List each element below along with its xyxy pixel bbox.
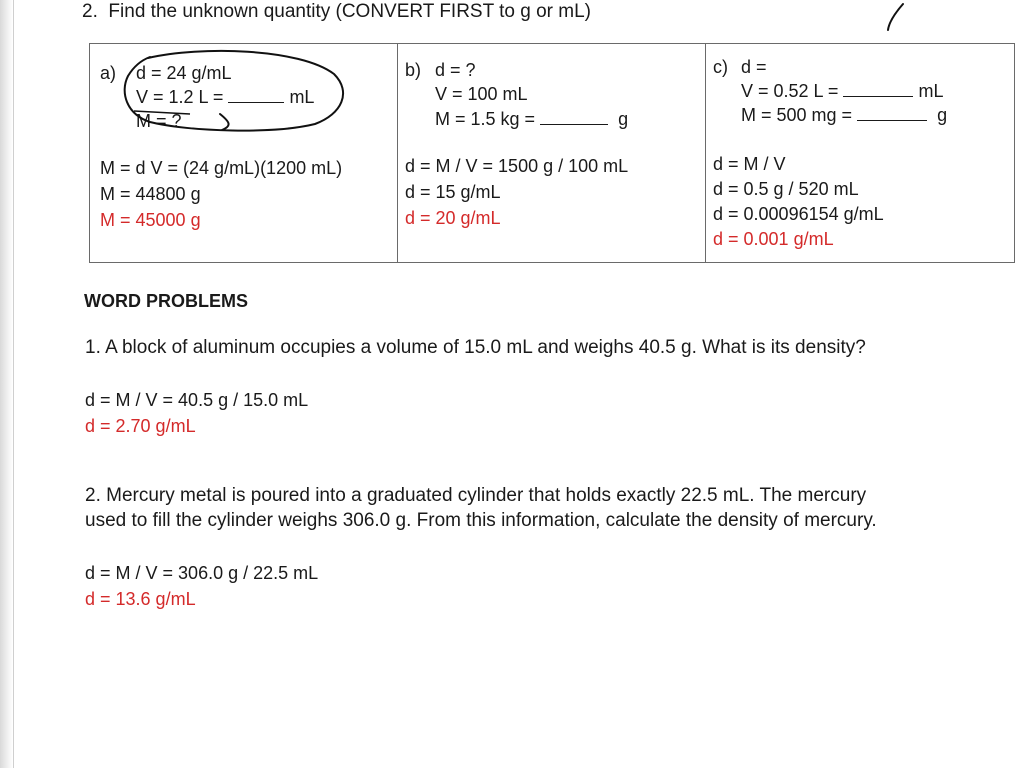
- cell-a-volume-blank[interactable]: [228, 88, 284, 103]
- cell-a-mass: M = ?: [136, 111, 182, 131]
- cell-b-mass: M = 1.5 kg = g: [435, 109, 629, 129]
- problem-2-answer: d = 13.6 g/mL: [85, 589, 196, 609]
- cell-c: [706, 44, 1015, 263]
- problem-1-work: d = M / V = 40.5 g / 15.0 mL: [85, 390, 309, 410]
- problem-2-question-line-2: used to fill the cylinder weighs 306.0 g. From this information, calculate the density of mercury.: [85, 510, 877, 531]
- section-heading: [82, 1, 591, 23]
- cell-b-answer: d = 20 g/mL: [405, 208, 501, 228]
- cell-a-work-1: M = d V = (24 g/mL)(1200 mL): [100, 158, 343, 178]
- section-number: 2.: [82, 1, 98, 22]
- cell-c-volume-blank[interactable]: [843, 82, 913, 97]
- section-title: Find the unknown quantity (CONVERT FIRST to g or mL): [108, 1, 592, 22]
- cell-a-answer: M = 45000 g: [100, 210, 201, 230]
- cell-b-mass-blank[interactable]: [540, 110, 608, 125]
- cell-b-density: d = ?: [435, 60, 476, 80]
- cell-b-work-1: d = M / V = 1500 g / 100 mL: [405, 156, 629, 176]
- word-problems-heading: WORD PROBLEMS: [84, 291, 248, 311]
- cell-a-work-2: M = 44800 g: [100, 184, 201, 204]
- problem-2-work: d = M / V = 306.0 g / 22.5 mL: [85, 563, 319, 583]
- problem-1-question: 1. A block of aluminum occupies a volume of 15.0 mL and weighs 40.5 g. What is its density?: [85, 337, 866, 358]
- cell-c-work-3: d = 0.00096154 g/mL: [713, 204, 884, 224]
- cell-c-label: c): [713, 57, 728, 77]
- cell-c-mass-blank[interactable]: [857, 106, 927, 121]
- cell-c-answer: d = 0.001 g/mL: [713, 229, 834, 249]
- cell-b: [398, 44, 706, 263]
- cell-b-work-2: d = 15 g/mL: [405, 182, 501, 202]
- cell-b-volume: V = 100 mL: [435, 84, 528, 104]
- problem-1-answer: d = 2.70 g/mL: [85, 416, 196, 436]
- cell-c-work-2: d = 0.5 g / 520 mL: [713, 179, 859, 199]
- cell-c-density: d =: [741, 57, 767, 77]
- cell-a-volume: V = 1.2 L = mL: [136, 87, 315, 107]
- problem-grid: [89, 43, 1015, 263]
- cell-a-label: a): [100, 63, 117, 83]
- page-edge: [0, 0, 14, 768]
- cell-c-mass: M = 500 mg = g: [741, 105, 948, 125]
- cell-c-volume: V = 0.52 L = mL: [741, 81, 944, 101]
- cell-c-work-1: d = M / V: [713, 154, 786, 174]
- cell-a-density: d = 24 g/mL: [136, 63, 232, 83]
- problem-2-question-line-1: 2. Mercury metal is poured into a graduated cylinder that holds exactly 22.5 mL. The mercury: [85, 485, 867, 506]
- cell-a: [90, 44, 398, 263]
- cell-b-label: b): [405, 60, 422, 80]
